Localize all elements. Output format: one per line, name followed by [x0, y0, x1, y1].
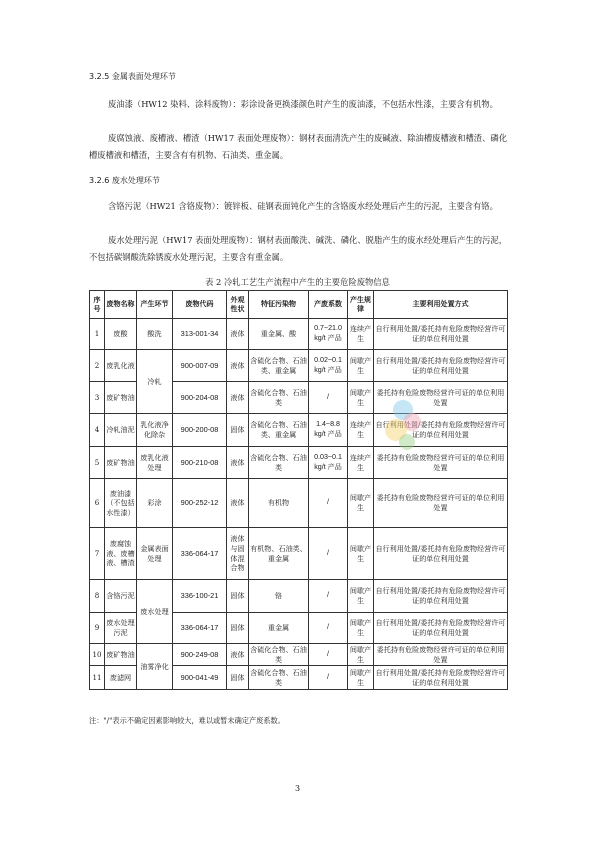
cell-stage: 油雾净化 — [137, 644, 173, 690]
cell-pollutant: 重金属、酸 — [249, 319, 309, 350]
cell-no: 6 — [90, 479, 105, 528]
cell-code: 336-064-17 — [173, 613, 227, 644]
cell-pattern: 间歇产生 — [348, 350, 374, 382]
cell-code: 336-064-17 — [173, 528, 227, 580]
cell-method: 委托持有危险废物经营许可证的单位利用处置 — [374, 644, 508, 666]
cell-name: 废油漆（不包括水性漆） — [105, 479, 137, 528]
cell-pollutant: 含硫化合物、石油类 — [249, 447, 309, 479]
cell-name: 废矿物油 — [105, 447, 137, 479]
cell-pollutant: 含硫化合物、石油类 — [249, 666, 309, 690]
paragraph-waste-paint: 废油漆（HW12 染料、涂料废物）：彩涂设备更换漆颜色时产生的废油漆，不包括水性漆，主要含有机物。 — [108, 99, 498, 109]
section-heading-metal-surface: 3.2.5 金属表面处理环节 — [89, 72, 176, 81]
section-heading-wastewater: 3.2.6 废水处理环节 — [89, 176, 160, 185]
cell-pattern: 间歇产生 — [348, 644, 374, 666]
cell-rate: / — [309, 528, 348, 580]
cell-stage: 乳化液净化除杂 — [137, 414, 173, 447]
cell-code: 900-200-08 — [173, 414, 227, 447]
cell-pattern: 连续产生 — [348, 447, 374, 479]
cell-name: 废腐蚀液、废槽液、槽渣 — [105, 528, 137, 580]
cell-pollutant: 含硫化合物、石油类 — [250, 644, 307, 664]
cell-pattern: 间歇产生 — [348, 479, 374, 528]
col-header-no: 序号 — [90, 291, 105, 319]
col-header-name: 废物名称 — [105, 291, 137, 319]
cell-no: 10 — [90, 644, 105, 666]
cell-stage: 彩涂 — [137, 479, 173, 528]
col-header-rate: 产废系数 — [309, 291, 348, 319]
cell-stage: 金属表面处理 — [137, 528, 173, 580]
cell-method: 自行利用处置/委托持有危险废物经营许可证的单位利用处置 — [374, 580, 508, 613]
cell-rate: / — [309, 382, 348, 414]
cell-pollutant: 有机物 — [249, 479, 309, 528]
cell-pattern: 间歇产生 — [348, 666, 374, 690]
cell-form: 固体 — [227, 666, 249, 690]
cell-form: 固体 — [227, 414, 249, 447]
cell-no: 2 — [90, 350, 105, 382]
paragraph-waste-corrosive-liquid: 废腐蚀液、废槽液、槽渣（HW17 表面处理废物）：钢材表面清洗产生的废碱液、除油槽废槽液和槽渣、磷化槽废槽液和槽渣，主要含有有机物、石油类、重金属。 — [89, 133, 507, 160]
cell-stage: 酸洗 — [137, 319, 173, 350]
cell-pollutant: 铬 — [249, 580, 309, 613]
cell-form: 液体 — [227, 447, 249, 479]
cell-form: 固体 — [227, 580, 249, 613]
cell-method: 自行利用处置/委托持有危险废物经营许可证的单位利用处置 — [374, 350, 508, 382]
cell-name: 废乳化液 — [105, 350, 137, 382]
cell-name: 冷轧油泥 — [105, 414, 137, 447]
cell-code: 336-100-21 — [173, 580, 227, 613]
cell-no: 5 — [90, 447, 105, 479]
cell-name: 废滤网 — [105, 666, 137, 690]
paragraph-wastewater-sludge: 废水处理污泥（HW17 表面处理废物）：钢材表面酸洗、碱洗、磷化、脱脂产生的废水经处理后产生的污泥，不包括碳钢酸洗除锈废水处理污泥，主要含有重金属。 — [89, 235, 507, 262]
page-number: 3 — [294, 784, 301, 793]
cell-no: 9 — [90, 613, 105, 644]
cell-code: 313-001-34 — [173, 319, 227, 350]
cell-rate: 0.7~21.0 kg/t 产品 — [309, 319, 348, 350]
col-header-pollutant: 特征污染物 — [249, 291, 309, 319]
col-header-code: 废物代码 — [173, 291, 227, 319]
table-header-row — [90, 291, 508, 319]
table-caption: 表 2 冷轧工艺生产流程中产生的主要危险废物信息 — [205, 277, 390, 287]
cell-code: 900-252-12 — [173, 479, 227, 528]
cell-pattern: 连续产生 — [348, 319, 374, 350]
col-header-stage: 产生环节 — [137, 291, 173, 319]
cell-pattern: 连续产生 — [348, 414, 374, 447]
cell-method: 委托持有危险废物经营许可证的单位利用处置 — [374, 382, 508, 414]
cell-form: 固体 — [227, 613, 249, 644]
cell-no: 3 — [90, 382, 105, 414]
cell-form: 液体 — [227, 479, 249, 528]
cell-no: 4 — [90, 414, 105, 447]
cell-method: 自行利用处置/委托持有危险废物经营许可证的单位利用处置 — [374, 613, 508, 644]
cell-method: 自行利用处置/委托持有危险废物经营许可证的单位利用处置 — [374, 666, 508, 690]
cell-form: 液体 — [227, 382, 249, 414]
table-row — [90, 528, 508, 580]
table-row — [90, 644, 508, 666]
cell-form: 液体 — [227, 644, 249, 666]
cell-pollutant: 含硫化合物、石油类、重金属 — [249, 350, 309, 382]
cell-code: 900-249-08 — [173, 644, 227, 666]
table-row — [90, 479, 508, 528]
hazardous-waste-table — [89, 290, 508, 690]
cell-rate: / — [309, 613, 348, 644]
table-row — [90, 580, 508, 613]
cell-name: 废酸 — [105, 319, 137, 350]
paragraph-chromium-sludge: 含铬污泥（HW21 含铬废物）：镀锌板、硅钢表面钝化产生的含铬废水经处理后产生的污泥，主要含有铬。 — [108, 201, 498, 211]
cell-stage: 冷轧 — [137, 350, 173, 414]
cell-name: 含铬污泥 — [105, 580, 137, 613]
col-header-method: 主要利用处置方式 — [374, 291, 508, 319]
cell-rate: 0.03~0.1 kg/t 产品 — [309, 447, 348, 479]
cell-pollutant: 重金属 — [249, 613, 309, 644]
cell-rate: 1.4~8.8 kg/t 产品 — [309, 414, 348, 447]
cell-form: 液体 — [227, 319, 249, 350]
col-header-pattern: 产生规律 — [348, 291, 374, 319]
cell-no: 11 — [90, 666, 105, 690]
cell-name: 废矿物油 — [105, 644, 137, 666]
cell-method: 自行利用处置/委托持有危险废物经营许可证的单位利用处置 — [374, 319, 508, 350]
cell-pattern: 间歇产生 — [348, 580, 374, 613]
cell-code: 900-041-49 — [173, 666, 227, 690]
cell-rate: 0.02~0.1 kg/t 产品 — [309, 350, 348, 382]
cell-code: 900-210-08 — [173, 447, 227, 479]
cell-stage: 废水处理 — [137, 580, 173, 644]
cell-pattern: 间歇产生 — [348, 613, 374, 644]
cell-name: 废矿物油 — [105, 382, 137, 414]
table-footnote: 注："/"表示不确定因素影响较大，难以或暂未确定产废系数。 — [89, 716, 285, 725]
cell-name: 废水处理污泥 — [105, 613, 137, 644]
cell-pollutant: 含硫化合物、石油类 — [249, 382, 309, 414]
cell-rate: / — [309, 580, 348, 613]
cell-pollutant: 有机物、石油类、重金属 — [249, 528, 309, 580]
table-row — [90, 350, 508, 382]
cell-rate: / — [309, 479, 348, 528]
table-row — [90, 447, 508, 479]
cell-no: 8 — [90, 580, 105, 613]
col-header-form: 外观性状 — [227, 291, 249, 319]
cell-method: 委托持有危险废物经营许可证的单位利用处置 — [374, 479, 508, 528]
cell-pollutant: 含硫化合物、石油类、重金属 — [249, 414, 309, 447]
cell-code: 900-007-09 — [173, 350, 227, 382]
cell-pattern: 间歇产生 — [348, 528, 374, 580]
cell-stage: 废乳化液处理 — [137, 447, 173, 479]
cell-pattern: 间歇产生 — [348, 382, 374, 414]
cell-method: 自行利用处置/委托持有危险废物经营许可证的单位利用处置 — [374, 528, 508, 580]
cell-rate: / — [309, 666, 348, 690]
cell-form: 液体 — [227, 350, 249, 382]
cell-code: 900-204-08 — [173, 382, 227, 414]
cell-rate: / — [309, 644, 348, 666]
cell-form: 液体与固体混合物 — [227, 528, 249, 580]
cell-method: 自行利用处置/委托持有危险废物经营许可证的单位利用处置 — [374, 414, 508, 447]
table-row — [90, 319, 508, 350]
cell-method: 委托持有危险废物经营许可证的单位利用处置 — [374, 447, 508, 479]
cell-no: 7 — [90, 528, 105, 580]
colorful-logo-icon — [379, 392, 429, 456]
cell-no: 1 — [90, 319, 105, 350]
table-row — [90, 414, 508, 447]
